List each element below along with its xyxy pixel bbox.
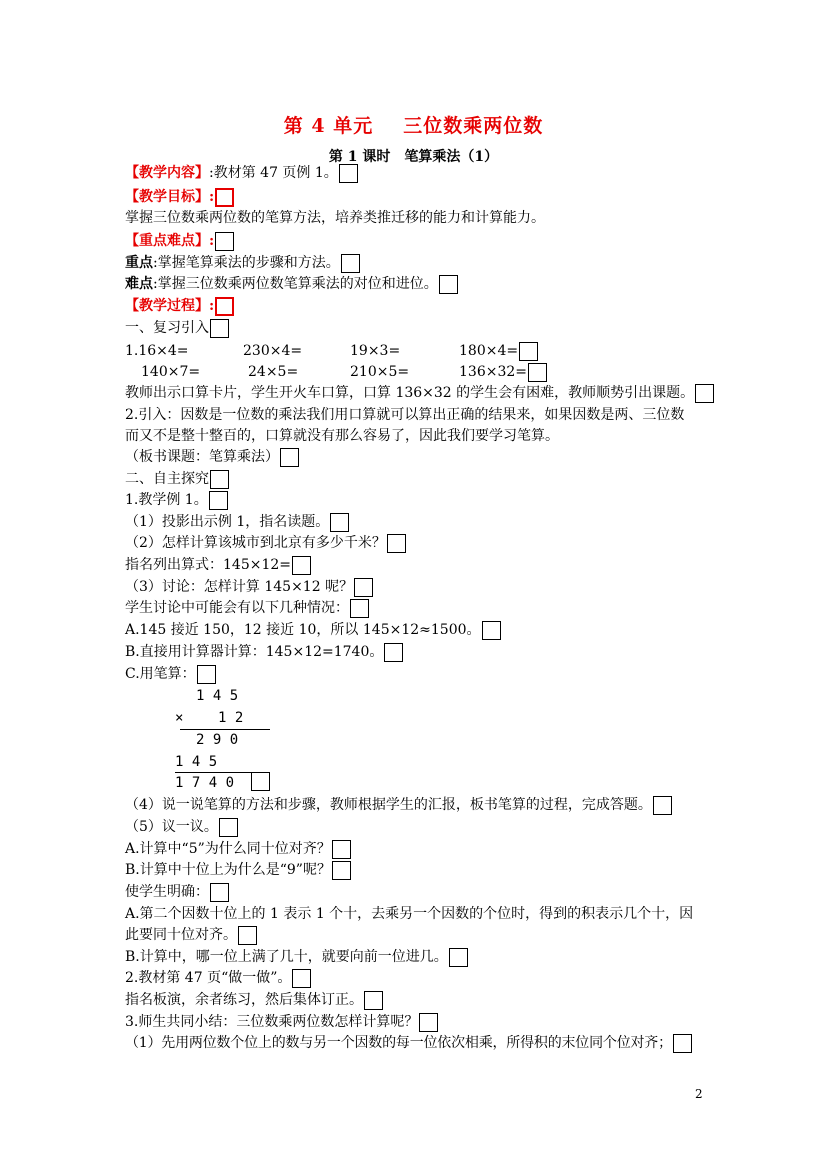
key-difficulty-colon: :	[209, 233, 215, 249]
case-c-text: C.用笔算：	[125, 666, 196, 682]
answer-box[interactable]	[292, 556, 311, 575]
unit-topic: 三位数乘两位数	[403, 115, 544, 137]
answer-box[interactable]	[215, 297, 234, 316]
example-line	[125, 490, 228, 510]
answer-box[interactable]	[210, 883, 229, 902]
question-b-text: B.计算中十位上为什么是“9”呢？	[125, 862, 331, 878]
unit-title	[0, 111, 827, 138]
answer-box[interactable]	[419, 1013, 438, 1032]
answer-a-line-1: A.第二个因数十位上的 1 表示 1 个十，去乘另一个因数的个位时，得到的积表示几个十，因	[125, 906, 694, 922]
review-item-8	[459, 362, 547, 382]
answer-box[interactable]	[449, 948, 468, 967]
textbook-text: 2.教材第 47 页“做一做”。	[125, 970, 292, 986]
review-item-2: 230×4=	[243, 343, 303, 359]
answer-box[interactable]	[341, 254, 360, 273]
card-text: 教师出示口算卡片，学生开火车口算，口算 136×32 的学生会有困难，教师顺势引出课题。	[125, 385, 695, 401]
step1-text: （1）投影出示例 1，指名读题。	[125, 514, 330, 530]
teaching-content-label: 【教学内容】	[125, 165, 209, 181]
step2-line	[125, 533, 406, 553]
page-number: 2	[695, 1087, 703, 1101]
summary-line	[125, 1012, 438, 1032]
answer-box[interactable]	[280, 448, 299, 467]
step2-text: （2）怎样计算该城市到北京有多少千米？	[125, 535, 386, 551]
answer-box[interactable]	[354, 578, 373, 597]
teaching-process-label: 【教学过程】	[125, 298, 209, 314]
teaching-content-text: :教材第 47 页例 1。	[209, 165, 338, 181]
case-a-line	[125, 620, 501, 640]
answer-box[interactable]	[197, 665, 216, 684]
answer-box[interactable]	[210, 470, 229, 489]
key-difficulty-label: 【重点难点】	[125, 233, 209, 249]
review-item-1	[125, 341, 189, 361]
review-item-text: 180×4=	[459, 343, 519, 359]
intro-line-2: 而又不是整十整百的，口算就没有那么容易了，因此我们要学习笔算。	[125, 428, 559, 444]
question-a-line	[125, 839, 351, 859]
case-b-line	[125, 642, 403, 662]
textbook-line	[125, 968, 311, 988]
step3-line	[125, 577, 373, 597]
key-difficulty-line	[125, 231, 234, 251]
answer-box[interactable]	[387, 534, 406, 553]
review-item-7: 210×5=	[350, 364, 410, 380]
answer-box[interactable]	[330, 513, 349, 532]
teaching-goal-label: 【教学目标】	[125, 189, 209, 205]
key-point-line	[125, 253, 360, 273]
answer-box[interactable]	[292, 969, 311, 988]
answer-a-line-2	[125, 925, 257, 945]
answer-box[interactable]	[519, 342, 538, 361]
answer-box[interactable]	[332, 861, 351, 880]
review-item-prefix: 1.	[125, 343, 139, 359]
case-a-text: A.145 接近 150，12 接近 10，所以 145×12≈1500。	[125, 622, 481, 638]
hard-point-line	[125, 274, 458, 294]
calc-times-sign: ×	[175, 710, 184, 726]
hard-point-label: 难点	[125, 276, 153, 292]
case-b-text: B.直接用计算器计算：145×12=1740。	[125, 644, 384, 660]
answer-box[interactable]	[695, 384, 714, 403]
step5-line	[125, 817, 238, 837]
answer-box[interactable]	[332, 840, 351, 859]
answer-b-text: B.计算中，哪一位上满了几十，就要向前一位进几。	[125, 949, 448, 965]
practice-line	[125, 990, 383, 1010]
review-item-text: 136×32=	[459, 364, 527, 380]
step5-text: （5）议一议。	[125, 819, 218, 835]
review-heading	[125, 318, 229, 338]
answer-box[interactable]	[653, 796, 672, 815]
formula-line	[125, 555, 311, 575]
discuss-line	[125, 598, 369, 618]
unit-label: 第 4 单元	[283, 115, 374, 137]
calc-row-partial-2: 1 4 5	[175, 754, 218, 770]
clarify-text: 使学生明确：	[125, 884, 209, 900]
answer-box[interactable]	[384, 643, 403, 662]
review-item-text: 16×4=	[138, 343, 189, 359]
answer-box[interactable]	[251, 772, 270, 791]
calc-rule-1	[180, 729, 270, 730]
clarify-line	[125, 882, 229, 902]
summary-text: 3.师生共同小结：三位数乘两位数怎样计算呢？	[125, 1014, 419, 1030]
teaching-process-colon: :	[209, 298, 215, 314]
answer-box[interactable]	[482, 621, 501, 640]
board-topic-line	[125, 447, 299, 467]
calc-row-multiplier: 1 2	[218, 710, 244, 726]
review-item-4	[459, 341, 538, 361]
answer-box[interactable]	[439, 275, 458, 294]
calc-row-multiplicand: 1 4 5	[196, 688, 239, 704]
explore-heading	[125, 469, 229, 489]
answer-box[interactable]	[238, 926, 257, 945]
answer-box[interactable]	[210, 319, 229, 338]
step1-line	[125, 512, 349, 532]
answer-box[interactable]	[215, 232, 234, 251]
teaching-goal-line	[125, 187, 234, 207]
discuss-text: 学生讨论中可能会有以下几种情况：	[125, 600, 349, 616]
teaching-content-line	[125, 163, 358, 183]
step4-line	[125, 795, 672, 815]
hard-point-text: :掌握三位数乘两位数笔算乘法的对位和进位。	[153, 276, 438, 292]
review-item-6: 24×5=	[248, 364, 299, 380]
calc-row-partial-1: 2 9 0	[196, 732, 239, 748]
key-point-label: 重点	[125, 255, 153, 271]
answer-box[interactable]	[528, 363, 547, 382]
review-item-5: 140×7=	[141, 364, 201, 380]
answer-box[interactable]	[673, 1034, 692, 1053]
card-text-line	[125, 383, 714, 403]
answer-box[interactable]	[339, 164, 358, 183]
question-a-text: A.计算中“5”为什么同十位对齐？	[125, 841, 331, 857]
key-point-text: :掌握笔算乘法的步骤和方法。	[153, 255, 340, 271]
intro-line-1: 2.引入：因数是一位数的乘法我们用口算就可以算出正确的结果来，如果因数是两、三位数	[125, 407, 685, 423]
answer-a-text: 此要同十位对齐。	[125, 927, 237, 943]
board-topic-text: （板书课题：笔算乘法）	[125, 449, 279, 465]
calc-row-product	[175, 775, 234, 791]
step3-text: （3）讨论：怎样计算 145×12 呢？	[125, 579, 354, 595]
explore-text: 二、自主探究	[125, 471, 209, 487]
calc-product-text: 1 7 4 0	[175, 775, 235, 791]
step4-text: （4）说一说笔算的方法和步骤，教师根据学生的汇报，板书笔算的过程，完成答题。	[125, 797, 652, 813]
review-text: 一、复习引入	[125, 320, 209, 336]
practice-text: 指名板演，余者练习，然后集体订正。	[125, 992, 363, 1008]
summary-1-line	[125, 1033, 692, 1053]
formula-text: 指名列出算式：145×12=	[125, 557, 291, 573]
answer-box[interactable]	[364, 991, 383, 1010]
summary-1-text: （1）先用两位数个位上的数与另一个因数的每一位依次相乘，所得积的末位同个位对齐；	[125, 1035, 672, 1051]
example-text: 1.教学例 1。	[125, 492, 208, 508]
answer-box[interactable]	[209, 491, 228, 510]
teaching-goal-text: 掌握三位数乘两位数的笔算方法，培养类推迁移的能力和计算能力。	[125, 210, 545, 226]
answer-box[interactable]	[219, 818, 238, 837]
lesson-subtitle: 第 1 课时 笔算乘法（1）	[328, 149, 499, 165]
teaching-goal-colon: :	[209, 189, 215, 205]
answer-box[interactable]	[215, 188, 234, 207]
case-c-line	[125, 664, 216, 684]
teaching-process-line	[125, 296, 234, 316]
question-b-line	[125, 860, 351, 880]
review-item-3: 19×3=	[350, 343, 401, 359]
answer-box[interactable]	[350, 599, 369, 618]
answer-b-line	[125, 947, 468, 967]
